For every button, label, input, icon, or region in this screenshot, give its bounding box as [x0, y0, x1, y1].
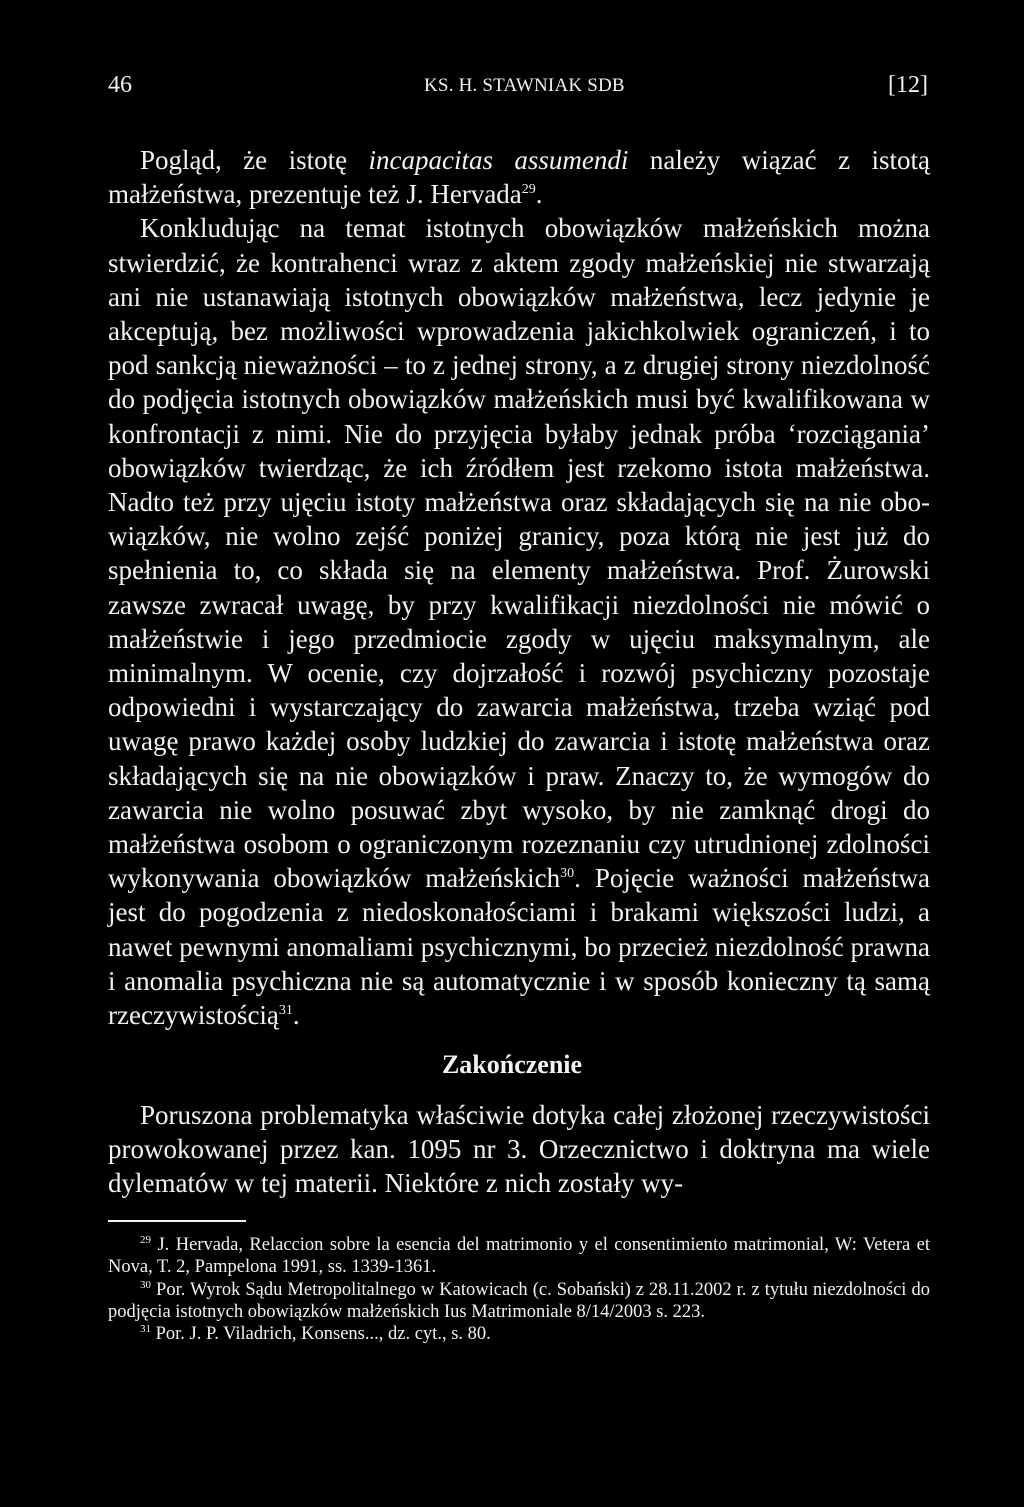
section-heading: Zakończenie [441, 1050, 583, 1079]
text-run: . [535, 179, 543, 210]
text-run: . Pojęcie ważności małżeństwa jest do pogodzenia z niedoskonałościami i brakami większości ludzi, a nawet pewnymi anomaliami psychicznymi, bo przecież niezdolność prawna i anomalia psychiczna nie są automatycznie i w sposób konieczny tą samą rzeczywistością [108, 863, 930, 1031]
text-run: Konkludując na temat istotnych obowiązków małżeńskich można stwierdzić, że kontrahenci wraz z aktem zgody małżeńskiej nie stwarzają ani nie ustanawiają istotnych obowiązków małżeństwa, lecz jedynie je akceptują, bez możliwości wprowadzenia jakichkolwiek ograniczeń, i to pod sankcją nieważności – to z jednej strony, a z drugiej strony niezdolność do podjęcia istotnych obowiązków małżeńskich musi być kwalifikowana w konfrontacji z nimi. Nie do przyjęcia byłaby jednak próba ‘rozciągania’ obowiązków twierdząc, że ich źródłem jest rzekomo istota małżeństwa. Nadto też przy ujęciu istoty małżeństwa oraz składających się na nie obowiązków, nie wolno zejść poniżej granicy, poza którą nie jest już do spełnienia to, co składa się na elementy małżeństwa. Prof. Żurowski zawsze zwracał uwagę, by przy kwalifikacji niezdolności nie mówić o małżeństwie i jego przedmiocie zgody w ujęciu maksymalnym, ale minimalnym. W ocenie, czy dojrzałość i rozwój psychiczny pozostaje odpowiedni i wystarczający do zawarcia małżeństwa, trzeba wziąć pod uwagę prawo każdej osoby ludzkiej do zawarcia i istotę małżeństwa oraz składających się na nie obowiązków i praw. Znaczy to, że wymogów do zawarcia nie wolno posuwać zbyt wysoko, by nie zamknąć drogi do małżeństwa osobom o ograniczonym rozeznaniu czy utrudnionej zdolności wykonywania obowiązków małżeńskich [108, 213, 930, 894]
footnote [108, 1234, 930, 1279]
bracket-number: [12] [888, 72, 928, 98]
footnote-divider [108, 1220, 246, 1222]
running-head: KS. H. STAWNIAK SDB [424, 75, 625, 96]
footnote-number: 31 [140, 1323, 151, 1336]
footnote-text: Por. Wyrok Sądu Metropolitalnego w Katowicach (c. Sobański) z 28.11.2002 r. z tytułu niezdolności do podjęcia istotnych obowiązków małżeńskich Ius Matrimoniale 8/14/2003 s. 223. [108, 1279, 930, 1322]
footnote [108, 1323, 930, 1345]
text-run: Pogląd, że istotę [140, 145, 369, 175]
footnote-number: 29 [140, 1233, 151, 1246]
footnotes [108, 1234, 930, 1345]
footnote-text: Por. J. P. Viladrich, Konsens..., dz. cyt., s. 80. [151, 1324, 491, 1345]
footnote-ref: 30 [560, 866, 575, 882]
page-number: 46 [108, 72, 132, 98]
footnote-text: J. Hervada, Relaccion sobre la esencia del matrimonio y el consentimiento matrimonial, W: Vetera et Nova, T. 2, Pampelona 1991, ss. 1339-1361. [108, 1235, 930, 1278]
text-run: . [292, 1000, 300, 1031]
paragraph: Poruszona problematyka właściwie dotyka całej złożonej rzeczywistości prowokowanej przez kan. 1095 nr 3. Orzecznictwo i doktryna ma wiele dylematów w tej materii. Niektóre z nich zostały wy- [108, 1100, 930, 1199]
footnote-number: 30 [140, 1278, 151, 1291]
footnote-ref: 31 [278, 1003, 293, 1019]
footnote [108, 1279, 930, 1324]
body-text [108, 143, 930, 1032]
page-header [108, 72, 928, 104]
conclusion-text [108, 1098, 930, 1201]
paragraph [108, 143, 930, 211]
footnote-ref: 29 [521, 182, 536, 198]
italic-term: incapacitas assumendi [368, 145, 629, 175]
text-run: należy wiązać z istotą małżeństwa, prezentuje też J. Hervada [108, 145, 930, 210]
paragraph [108, 211, 930, 1032]
